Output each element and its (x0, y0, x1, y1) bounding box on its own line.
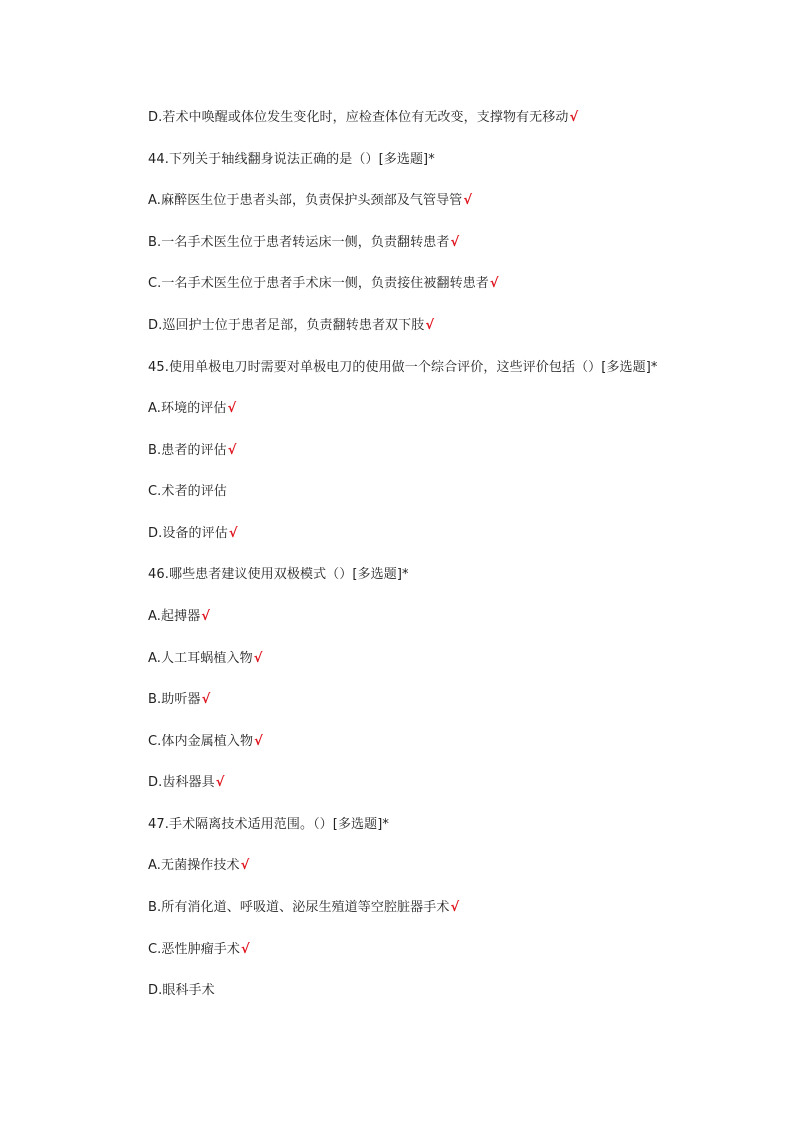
check-mark-icon: √ (201, 692, 211, 707)
line-text: C.一名手术医生位于患者手术床一侧，负责接住被翻转患者 (148, 276, 489, 291)
answer-line (148, 275, 499, 293)
answer-line (148, 774, 225, 792)
check-mark-icon: √ (425, 318, 435, 333)
line-text: A.人工耳蜗植入物 (148, 651, 253, 666)
line-text: C.恶性肿瘤手术 (148, 942, 241, 957)
line-text: A.麻醉医生位于患者头部，负责保护头颈部及气管导管 (148, 193, 463, 208)
line-text: B.助听器 (148, 692, 201, 707)
answer-line (148, 691, 210, 709)
answer-line (148, 525, 238, 543)
line-text: D.巡回护士位于患者足部，负责翻转患者双下肢 (148, 318, 425, 333)
answer-line (148, 857, 249, 875)
line-text: D.若术中唤醒或体位发生变化时，应检查体位有无改变，支撑物有无移动 (148, 110, 569, 125)
check-mark-icon: √ (253, 651, 263, 666)
check-mark-icon: √ (254, 734, 263, 749)
answer-line (148, 733, 263, 751)
check-mark-icon: √ (215, 775, 225, 790)
check-mark-icon: √ (569, 110, 579, 125)
check-mark-icon: √ (227, 401, 237, 416)
check-mark-icon: √ (450, 900, 460, 915)
line-text: D.眼科手术 (148, 983, 215, 998)
answer-line (148, 317, 434, 335)
answer-line (148, 483, 227, 501)
check-mark-icon: √ (489, 276, 499, 291)
line-text: A.无菌操作技术 (148, 858, 240, 873)
line-text: C.术者的评估 (148, 484, 227, 499)
line-text: 44.下列关于轴线翻身说法正确的是（）[多选题]* (148, 152, 435, 167)
line-text: C.体内金属植入物 (148, 734, 254, 749)
line-text: D.齿科器具 (148, 775, 215, 790)
line-text: B.患者的评估 (148, 443, 227, 458)
line-text: B.所有消化道、呼吸道、泌尿生殖道等空腔脏器手术 (148, 900, 450, 915)
question-line (148, 151, 435, 169)
answer-line (148, 400, 236, 418)
question-line (148, 566, 409, 584)
answer-line (148, 650, 262, 668)
answer-line (148, 234, 459, 252)
answer-line (148, 192, 472, 210)
line-text: 45.使用单极电刀时需要对单极电刀的使用做一个综合评价，这些评价包括（）[多选题]* (148, 360, 658, 375)
check-mark-icon: √ (241, 942, 250, 957)
answer-line (148, 982, 215, 1000)
answer-line (148, 899, 459, 917)
answer-line (148, 442, 237, 460)
line-text: A.环境的评估 (148, 401, 227, 416)
check-mark-icon: √ (463, 193, 473, 208)
line-text: 46.哪些患者建议使用双极模式（）[多选题]* (148, 567, 409, 582)
answer-line (148, 608, 210, 626)
check-mark-icon: √ (201, 609, 211, 624)
answer-line (148, 941, 250, 959)
answer-line (148, 109, 578, 127)
check-mark-icon: √ (450, 235, 460, 250)
line-text: D.设备的评估 (148, 526, 228, 541)
line-text: A.起搏器 (148, 609, 201, 624)
line-text: B.一名手术医生位于患者转运床一侧，负责翻转患者 (148, 235, 450, 250)
check-mark-icon: √ (240, 858, 250, 873)
line-text: 47.手术隔离技术适用范围。（）[多选题]* (148, 817, 390, 832)
question-line (148, 816, 389, 834)
question-line (148, 359, 658, 377)
check-mark-icon: √ (228, 526, 238, 541)
check-mark-icon: √ (227, 443, 237, 458)
